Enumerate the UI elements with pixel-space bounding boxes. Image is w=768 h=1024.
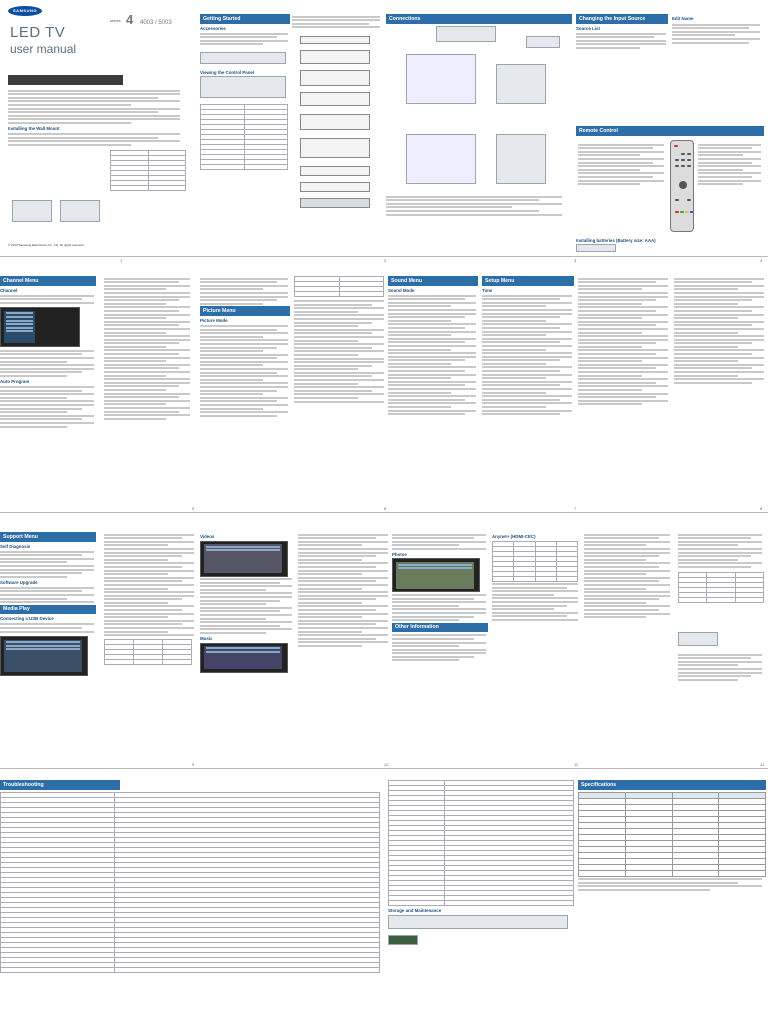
cover-title: LED TV xyxy=(10,24,66,41)
channel-screen-figure xyxy=(0,307,80,347)
troubleshooting-table xyxy=(0,792,380,973)
videos-heading: Videos xyxy=(200,534,215,539)
flow-step xyxy=(300,182,370,192)
remote-key-icon xyxy=(681,159,685,161)
connections-panel xyxy=(386,14,572,254)
model-numbers: 4003 / 5003 xyxy=(140,20,172,26)
specifications-heading: Specifications xyxy=(578,780,766,790)
other-info-heading: Other Information xyxy=(392,623,488,633)
flow-step xyxy=(300,70,370,86)
sound-mode-heading: Sound Mode xyxy=(388,287,415,293)
remote-key-icon xyxy=(675,165,679,167)
connections-heading: Connections xyxy=(386,14,572,24)
page-number: 4 xyxy=(760,258,763,263)
page-number: 5 xyxy=(192,506,195,511)
copyright-text: © 2013 Samsung Electronics Co., Ltd. All rights reserved. xyxy=(8,243,85,247)
photos-heading: Photos xyxy=(392,551,407,557)
self-diagnosis-heading: Self Diagnosis xyxy=(0,543,31,549)
sound-menu-panel xyxy=(388,276,478,508)
device-figure xyxy=(526,36,560,48)
videos-screen-figure xyxy=(200,541,288,577)
videos-panel xyxy=(200,532,294,764)
remote-key-icon xyxy=(687,199,691,201)
photos-screen-figure xyxy=(392,558,480,592)
music-heading: Music xyxy=(200,636,213,641)
color-key-icon xyxy=(685,211,689,213)
page-number: 2 xyxy=(384,258,387,263)
anynet-table xyxy=(492,541,578,582)
channel-menu-panel xyxy=(0,276,96,508)
color-key-icon xyxy=(680,211,684,213)
series-label: series xyxy=(110,18,121,23)
format-table xyxy=(104,639,192,665)
source-list-heading: Source List xyxy=(576,25,600,31)
music-screen-figure xyxy=(200,643,288,673)
resolution-table xyxy=(678,572,764,603)
support-text-panel xyxy=(104,532,196,764)
control-panel-heading: Viewing the Control Panel xyxy=(200,70,255,75)
media-play-heading: Media Play xyxy=(0,605,96,615)
control-panel-figure xyxy=(200,76,286,98)
support-menu-heading: Support Menu xyxy=(0,532,96,542)
picture-table xyxy=(294,276,384,297)
power-button-icon xyxy=(674,145,678,147)
intro-text xyxy=(8,88,184,147)
remote-key-icon xyxy=(681,165,685,167)
remote-control-heading: Remote Control xyxy=(576,126,764,136)
page-number: 7 xyxy=(574,506,577,511)
flow-step xyxy=(300,50,370,64)
picture-menu-panel xyxy=(200,276,290,508)
changing-input-heading: Changing the Input Source xyxy=(576,14,668,24)
channel-heading: Channel xyxy=(0,287,18,293)
photos-panel xyxy=(392,532,488,764)
flow-step xyxy=(300,36,370,44)
battery-figure xyxy=(576,244,616,252)
licence-panel xyxy=(584,532,766,764)
remote-key-icon xyxy=(687,153,691,155)
contact-box xyxy=(110,150,186,191)
row-divider xyxy=(0,768,768,769)
page-number: 11 xyxy=(574,762,579,767)
stand-figure xyxy=(60,200,100,222)
flow-step xyxy=(300,166,370,176)
troubleshooting-heading: Troubleshooting xyxy=(0,780,120,790)
page-number: 12 xyxy=(760,762,765,767)
setup-menu-heading: Setup Menu xyxy=(482,276,574,286)
getting-started-heading: Getting Started xyxy=(200,14,290,24)
page-number: 6 xyxy=(384,506,387,511)
connecting-usb-heading: Connecting a USB Device xyxy=(0,616,54,622)
anynet-heading: Anynet+ (HDMI-CEC) xyxy=(492,534,536,539)
setup-text-panel-b xyxy=(674,276,766,508)
channel-menu-heading: Channel Menu xyxy=(0,276,96,286)
troubleshooting-panel-2 xyxy=(388,780,574,1020)
connection-diagram-bottom xyxy=(406,134,476,184)
cover-subtitle: user manual xyxy=(10,42,77,56)
page-number: 8 xyxy=(760,506,763,511)
remote-key-icon xyxy=(681,153,685,155)
cover-panel xyxy=(0,0,192,256)
kensington-lock-figure xyxy=(678,632,718,646)
tv-rear-figure xyxy=(436,26,496,42)
anynet-panel xyxy=(492,532,580,764)
remote-figure xyxy=(670,140,694,232)
remote-key-icon xyxy=(675,159,679,161)
time-heading: Time xyxy=(482,287,493,293)
row-divider xyxy=(0,512,768,513)
troubleshooting-table-2 xyxy=(388,780,574,906)
batteries-heading: Installing batteries (Battery size: AAA) xyxy=(576,238,656,243)
setup-menu-panel xyxy=(482,276,574,508)
media-play-screen-figure xyxy=(0,636,88,676)
channel-text-panel xyxy=(104,276,192,508)
plug-and-play-text xyxy=(292,14,382,30)
setup-text-panel-a xyxy=(578,276,670,508)
picture-menu-heading: Picture Menu xyxy=(200,306,290,316)
edit-name-heading: Edit Name xyxy=(672,16,694,21)
storage-figures xyxy=(388,915,568,929)
dpad-icon xyxy=(679,181,687,189)
picture-options-panel xyxy=(294,276,386,508)
getting-started-panel xyxy=(200,14,384,254)
color-key-icon xyxy=(690,211,693,213)
series-number: 4 xyxy=(126,12,134,27)
av-device-figure xyxy=(496,64,546,104)
remote-key-icon xyxy=(687,165,691,167)
cable-figure xyxy=(496,134,546,184)
troubleshooting-panel xyxy=(0,780,380,1020)
page-number: 3 xyxy=(574,258,577,263)
accessories-heading: Accessories xyxy=(200,25,226,31)
control-table xyxy=(200,104,288,170)
samsung-logo: SAMSUNG xyxy=(8,6,42,16)
storage-heading: Storage and Maintenance xyxy=(388,908,442,913)
eco-logo xyxy=(388,935,418,945)
sound-menu-heading: Sound Menu xyxy=(388,276,478,286)
wall-mount-figure xyxy=(12,200,52,222)
flow-step xyxy=(300,198,370,208)
input-remote-panel xyxy=(576,14,764,254)
color-key-icon xyxy=(675,211,679,213)
connections-notes xyxy=(386,194,566,217)
accessories-figure xyxy=(200,52,286,64)
remote-key-icon xyxy=(687,159,691,161)
flow-step xyxy=(300,114,370,130)
flow-step xyxy=(300,138,370,158)
specifications-panel xyxy=(578,780,766,1020)
videos-text-panel xyxy=(298,532,390,764)
auto-program-heading: Auto Program xyxy=(0,378,30,384)
page-number: 1 xyxy=(120,258,123,263)
page-number: 9 xyxy=(192,762,195,767)
installing-stand-heading: Installing the Wall Mount xyxy=(8,125,60,131)
flow-step xyxy=(300,92,370,106)
page-number: 10 xyxy=(384,762,389,767)
connection-diagram-top xyxy=(406,54,476,104)
software-upgrade-heading: Software Upgrade xyxy=(0,579,38,585)
support-menu-panel xyxy=(0,532,96,764)
remote-key-icon xyxy=(675,199,679,201)
spec-table xyxy=(578,792,766,877)
picture-mode-heading: Picture Mode xyxy=(200,317,228,323)
warning-notice xyxy=(8,75,123,85)
row-divider xyxy=(0,256,768,257)
